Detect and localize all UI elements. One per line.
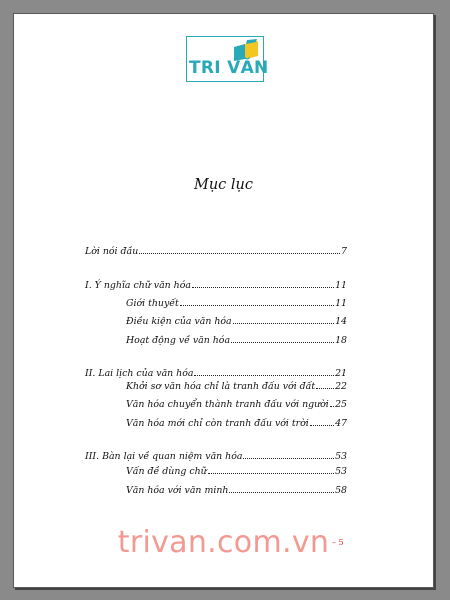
toc-leader-dots xyxy=(208,463,334,474)
toc-entry xyxy=(126,295,347,309)
toc-leader-dots xyxy=(243,448,334,459)
toc-entry xyxy=(126,463,347,477)
toc-entry-label: Vấn đề dùng chữ xyxy=(126,466,207,477)
toc-entry-label: I. Ý nghĩa chữ văn hóa xyxy=(85,280,191,291)
toc-leader-dots xyxy=(194,365,334,376)
toc-entry-label: II. Lai lịch của văn hóa xyxy=(85,368,194,379)
page-number-value: 5 xyxy=(338,538,344,547)
trivan-logo xyxy=(186,36,269,82)
toc-leader-dots xyxy=(180,295,334,306)
toc-entry-label: Hoạt động về văn hóa xyxy=(126,335,231,346)
toc-entry-label: Văn hóa với văn minh xyxy=(126,485,229,496)
toc-entry-page: 7 xyxy=(341,246,347,257)
watermark: trivan.com.vn xyxy=(117,525,330,560)
toc-leader-dots xyxy=(229,482,334,493)
toc-entry-label: Giới thuyết xyxy=(126,298,179,309)
toc-entry xyxy=(85,448,347,462)
toc-entry xyxy=(85,365,347,379)
toc-entry-page: 14 xyxy=(335,316,347,327)
toc-entry xyxy=(126,313,347,327)
toc-entry xyxy=(85,277,347,291)
logo-text: TRI VĂN xyxy=(189,58,269,78)
toc-entry xyxy=(85,243,347,257)
toc-leader-dots xyxy=(310,415,334,426)
toc-entry-label: III. Bàn lại về quan niệm văn hóa xyxy=(85,451,243,462)
toc-entry xyxy=(126,415,347,429)
toc-heading: Mục lục xyxy=(193,177,253,193)
document-page xyxy=(13,13,434,588)
toc-entry-page: 11 xyxy=(335,298,347,309)
page-number: – 5 xyxy=(332,538,344,547)
toc-entry-label: Điều kiện của văn hóa xyxy=(126,316,232,327)
toc-leader-dots xyxy=(233,313,334,324)
toc-entry-page: 11 xyxy=(335,280,347,291)
toc-entry-label: Văn hóa mới chỉ còn tranh đấu với trời xyxy=(126,418,309,429)
toc-entry-label: Văn hóa chuyển thành tranh đấu với người xyxy=(126,399,329,410)
toc-entry-page: 58 xyxy=(335,485,347,496)
toc-entry-label: Lời nói đầu xyxy=(85,246,139,257)
toc-entry-page: 53 xyxy=(335,451,347,462)
toc-leader-dots xyxy=(139,243,340,254)
toc-entry-page: 25 xyxy=(335,399,347,410)
toc-leader-dots xyxy=(316,378,334,389)
toc-entry xyxy=(126,396,347,410)
toc-entry xyxy=(126,378,347,392)
toc-entry-label: Khởi sơ văn hóa chỉ là tranh đấu với đất xyxy=(126,381,316,392)
toc-leader-dots xyxy=(231,332,334,343)
toc-entry-page: 47 xyxy=(335,418,347,429)
toc-entry-page: 22 xyxy=(335,381,347,392)
toc-entry-page: 18 xyxy=(335,335,347,346)
toc-leader-dots xyxy=(330,396,334,407)
toc-entry-page: 53 xyxy=(335,466,347,477)
toc-entry xyxy=(126,332,347,346)
toc-entry xyxy=(126,482,347,496)
toc-leader-dots xyxy=(192,277,334,288)
toc-entry-page: 21 xyxy=(335,368,347,379)
